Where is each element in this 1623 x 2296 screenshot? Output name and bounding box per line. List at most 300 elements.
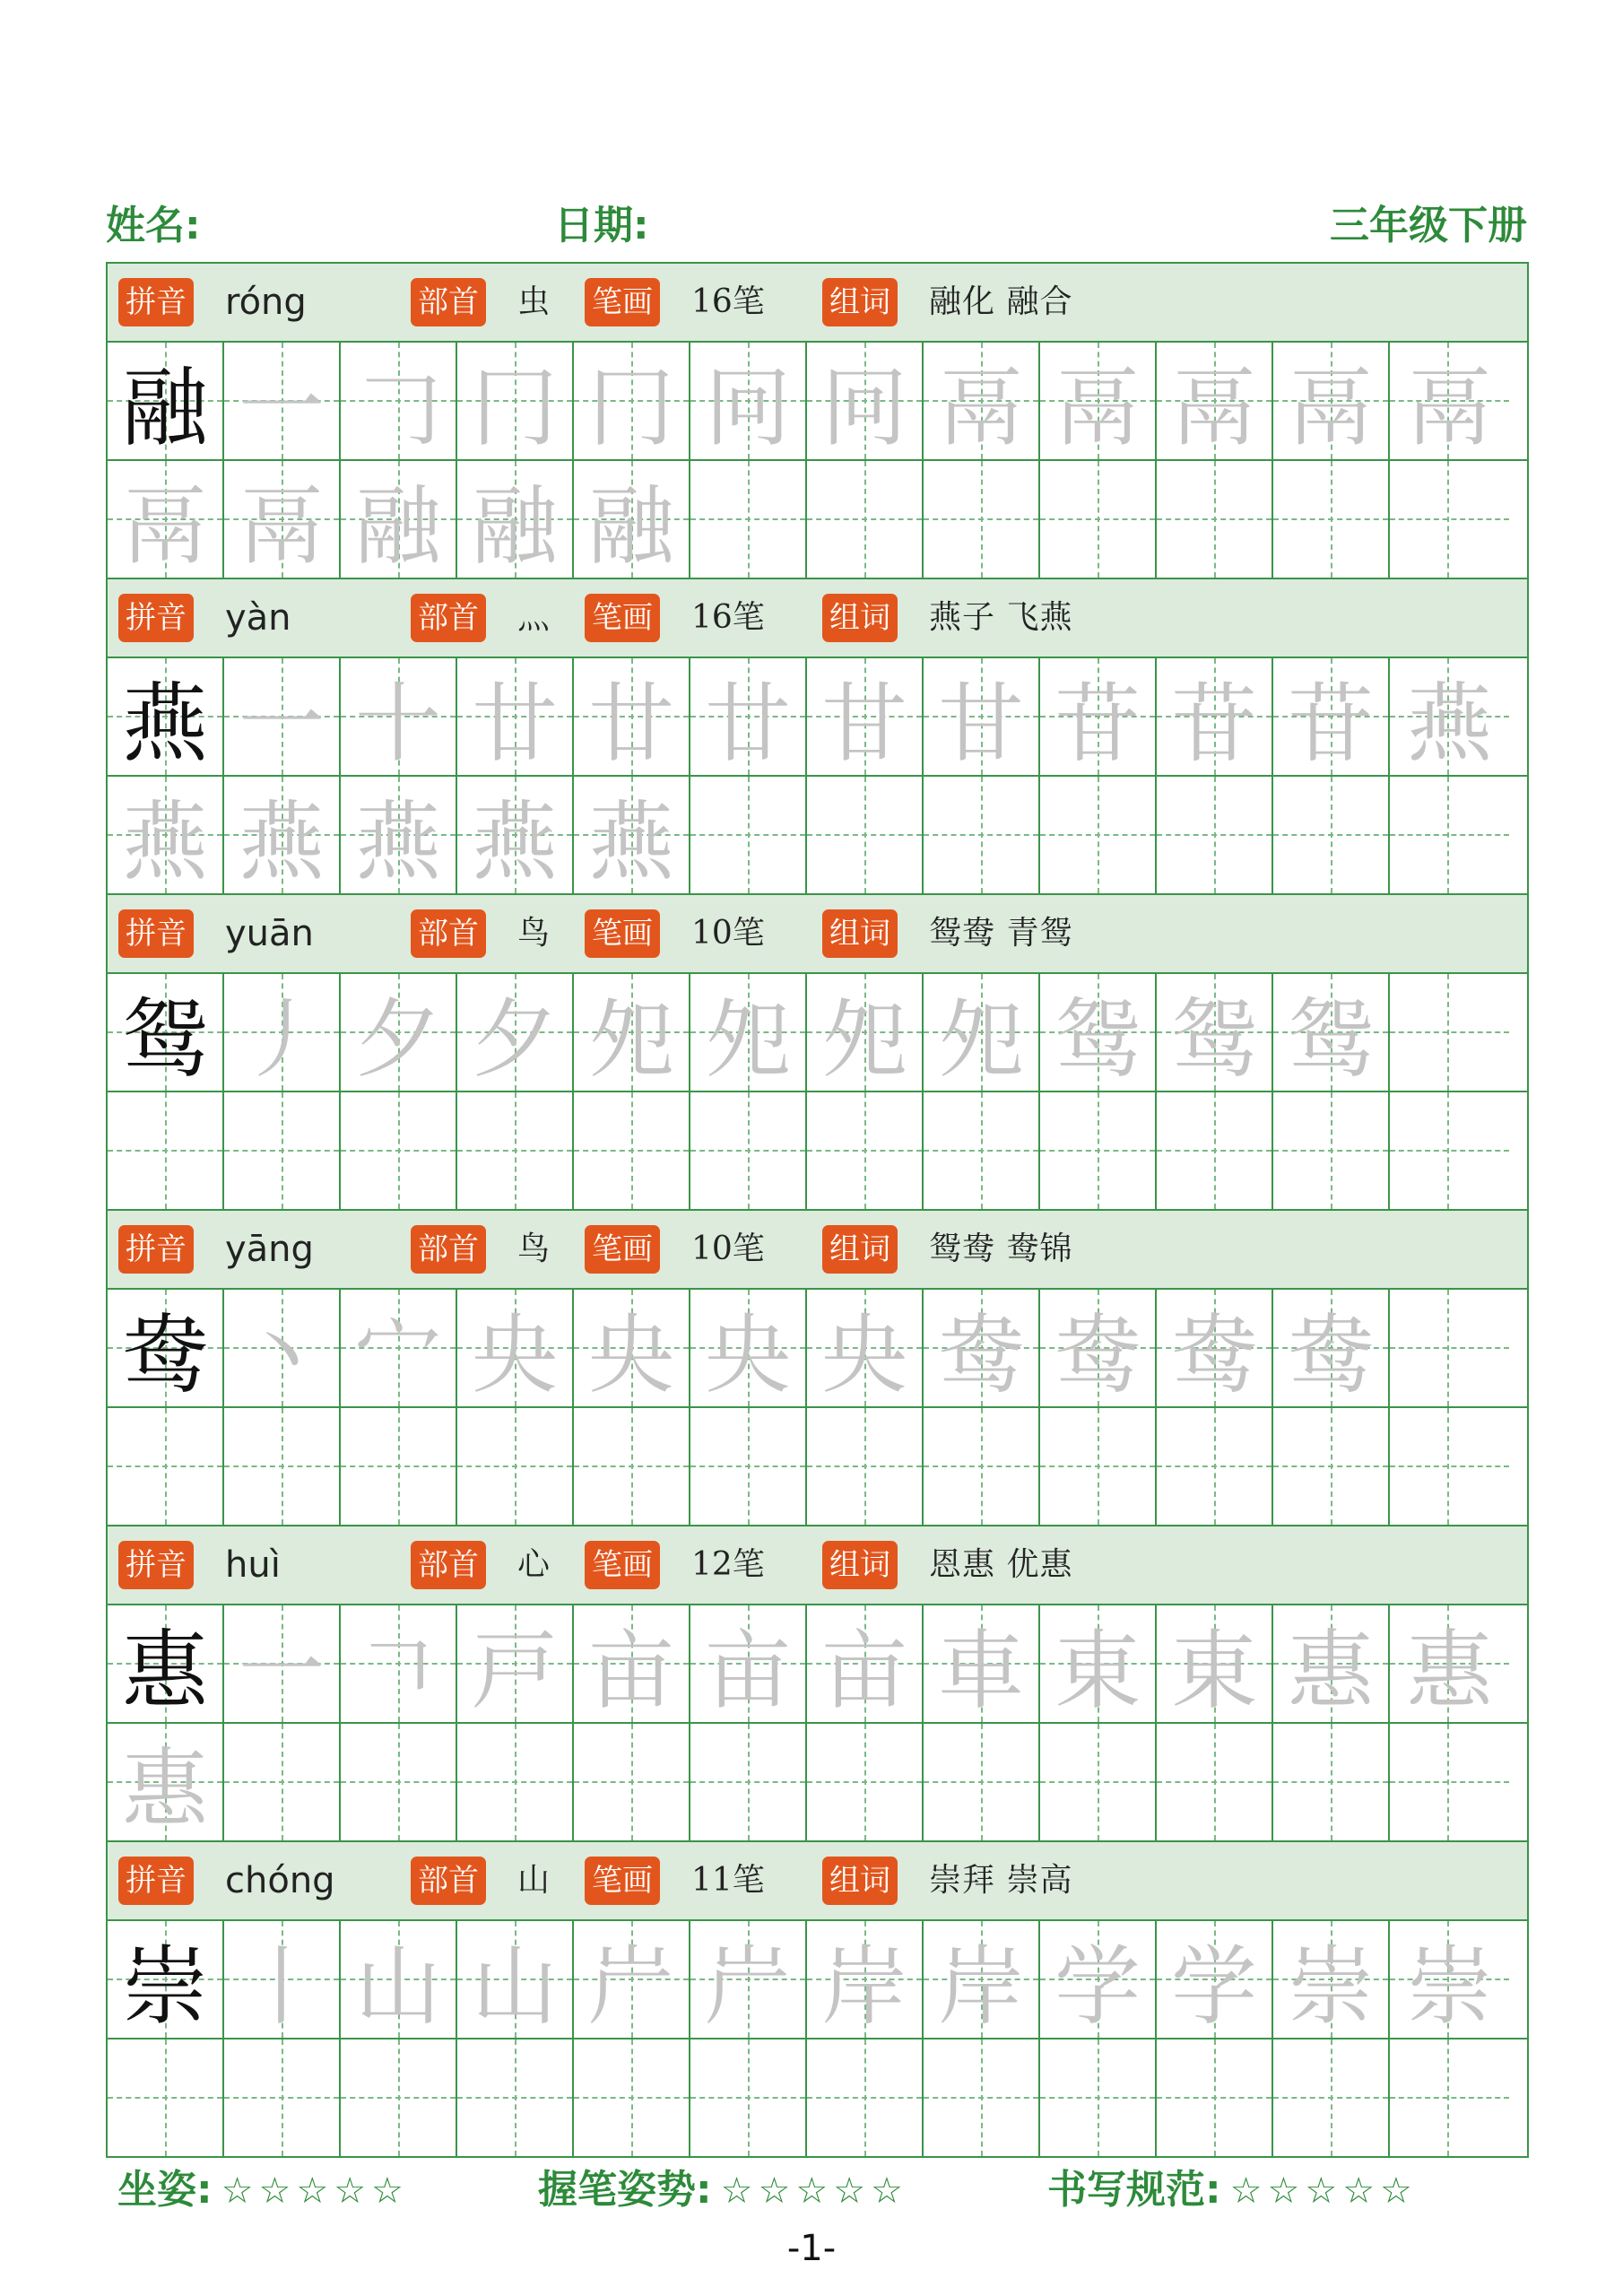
writing-cell[interactable] (224, 1921, 341, 2038)
writing-cell[interactable] (457, 974, 574, 1091)
char-section (108, 1842, 1527, 2158)
writing-cell[interactable] (807, 1605, 924, 1722)
writing-cell[interactable] (1157, 1921, 1273, 2038)
radical-tag: 部首 (411, 909, 486, 958)
writing-cell[interactable] (457, 658, 574, 775)
writing-cell[interactable] (224, 1724, 341, 1840)
writing-cell[interactable] (1040, 658, 1157, 775)
radical-value: 山 (517, 1862, 551, 1899)
trace-character: 燕 (588, 791, 674, 892)
writing-cell[interactable] (1273, 658, 1390, 775)
writing-cell[interactable] (1390, 2039, 1509, 2156)
radical-tag: 部首 (411, 1541, 486, 1589)
writing-cell[interactable] (1273, 1724, 1390, 1840)
writing-cell[interactable] (108, 343, 224, 459)
writing-cell[interactable] (108, 1921, 224, 2038)
posture-stars[interactable]: ☆☆☆☆☆ (221, 2170, 409, 2212)
pinyin-value: yàn (225, 597, 291, 639)
trace-character: 燕 (472, 791, 558, 892)
writing-cell[interactable] (1273, 1408, 1390, 1525)
writing-cell[interactable] (457, 461, 574, 578)
writing-cell[interactable] (341, 2039, 457, 2156)
words-tag: 组词 (822, 1541, 898, 1589)
writing-cell[interactable] (1040, 1092, 1157, 1209)
trace-character: 央 (705, 1304, 791, 1405)
trace-character: 鬲 (1406, 357, 1493, 458)
trace-character: 夕 (472, 988, 558, 1090)
practice-row (108, 1092, 1527, 1211)
writing-cell[interactable] (108, 461, 224, 578)
radical-tag: 部首 (411, 1857, 486, 1905)
char-info-bar (108, 1842, 1527, 1921)
writing-cell[interactable] (457, 1724, 574, 1840)
trace-character: 燕 (1406, 673, 1493, 774)
writing-cell[interactable] (1040, 1921, 1157, 2038)
practice-row (108, 1290, 1527, 1408)
writing-cell[interactable] (690, 1408, 807, 1525)
trace-character: 燕 (239, 791, 325, 892)
writing-cell[interactable] (457, 1408, 574, 1525)
writing-cell[interactable] (924, 343, 1040, 459)
trace-character: 屵 (588, 1935, 674, 2037)
radical-tag: 部首 (411, 594, 486, 642)
writing-cell[interactable] (574, 1092, 690, 1209)
words-tag: 组词 (822, 909, 898, 958)
grade-label: 三年级下册 (1330, 203, 1527, 248)
trace-character: 学 (1171, 1935, 1257, 2037)
writing-cell[interactable] (924, 658, 1040, 775)
writing-cell[interactable] (108, 1724, 224, 1840)
writing-cell[interactable] (574, 1605, 690, 1722)
char-section (108, 895, 1527, 1211)
trace-character: 亩 (821, 1620, 907, 1721)
trace-character: 鬲 (1288, 357, 1374, 458)
trace-character: 廿 (472, 673, 558, 774)
words-value: 融化 融合 (929, 283, 1073, 320)
grip-rating (538, 2157, 908, 2214)
char-info-bar (108, 264, 1527, 343)
writing-cell[interactable] (807, 658, 924, 775)
trace-character: 融 (355, 475, 441, 577)
writing-cell[interactable] (1390, 1921, 1509, 2038)
writing-cell[interactable] (807, 461, 924, 578)
writing-cell[interactable] (1157, 1605, 1273, 1722)
writing-cell[interactable] (1273, 1092, 1390, 1209)
char-section (108, 579, 1527, 895)
writing-cell[interactable] (1273, 343, 1390, 459)
date-label: 日期: (554, 203, 649, 248)
writing-cell[interactable] (224, 658, 341, 775)
practice-row (108, 777, 1527, 895)
pinyin-value: huì (225, 1544, 281, 1586)
writing-cell[interactable] (807, 1921, 924, 2038)
writing-cell[interactable] (1040, 343, 1157, 459)
words-tag: 组词 (822, 1857, 898, 1905)
writing-cell[interactable] (1040, 1605, 1157, 1722)
writing-cell[interactable] (341, 1290, 457, 1406)
practice-row (108, 658, 1527, 777)
writing-cell[interactable] (1273, 461, 1390, 578)
trace-character: 夗 (705, 988, 791, 1090)
pinyin-tag: 拼音 (118, 1857, 194, 1905)
writing-cell[interactable] (224, 1605, 341, 1722)
practice-row (108, 2039, 1527, 2158)
pinyin-tag: 拼音 (118, 278, 194, 326)
trace-character: 甘 (821, 673, 907, 774)
trace-character: 惠 (122, 1738, 208, 1839)
writing-cell[interactable] (224, 461, 341, 578)
writing-cell[interactable] (341, 777, 457, 893)
writing-cell[interactable] (807, 1092, 924, 1209)
writing-cell[interactable] (1040, 461, 1157, 578)
trace-character: 鸳 (1288, 988, 1374, 1090)
writing-cell[interactable] (807, 1290, 924, 1406)
char-section (108, 264, 1527, 579)
words-value: 鸳鸯 青鸳 (929, 915, 1073, 952)
pinyin-tag: 拼音 (118, 1541, 194, 1589)
trace-character: 丨 (239, 1935, 325, 2037)
writing-cell[interactable] (224, 777, 341, 893)
strokes-value: 16笔 (691, 283, 765, 320)
practice-row (108, 343, 1527, 461)
writing-cell[interactable] (1157, 777, 1273, 893)
model-character: 鸯 (122, 1304, 208, 1405)
writing-cell[interactable] (690, 658, 807, 775)
strokes-tag: 笔画 (585, 1225, 660, 1274)
writing-cell[interactable] (1390, 461, 1509, 578)
writing-cell[interactable] (457, 777, 574, 893)
writing-cell[interactable] (1273, 2039, 1390, 2156)
page-number: -1- (786, 2228, 837, 2269)
writing-cell[interactable] (457, 2039, 574, 2156)
trace-character: 鸯 (938, 1304, 1024, 1405)
writing-cell[interactable] (1157, 1290, 1273, 1406)
writing-cell[interactable] (1157, 461, 1273, 578)
trace-character: 融 (472, 475, 558, 577)
words-value: 燕子 飞燕 (929, 599, 1073, 636)
writing-cell[interactable] (108, 658, 224, 775)
model-character: 鸳 (122, 988, 208, 1090)
writing-cell[interactable] (1390, 974, 1509, 1091)
writing-cell[interactable] (1040, 974, 1157, 1091)
char-section (108, 1526, 1527, 1842)
writing-cell[interactable] (1157, 1724, 1273, 1840)
trace-character: 央 (821, 1304, 907, 1405)
writing-cell[interactable] (574, 461, 690, 578)
trace-character: 冂 (472, 357, 558, 458)
writing-cell[interactable] (924, 974, 1040, 1091)
trace-character: 燕 (355, 791, 441, 892)
trace-character: 宀 (355, 1304, 441, 1405)
trace-character: 冋 (821, 357, 907, 458)
writing-cell[interactable] (807, 2039, 924, 2156)
writing-cell[interactable] (1390, 777, 1509, 893)
writing-cell[interactable] (1040, 1290, 1157, 1406)
writing-cell[interactable] (224, 974, 341, 1091)
strokes-tag: 笔画 (585, 1857, 660, 1905)
writing-cell[interactable] (341, 461, 457, 578)
writing-cell[interactable] (1273, 777, 1390, 893)
writing-cell[interactable] (341, 1408, 457, 1525)
trace-character: 戸 (472, 1620, 558, 1721)
writing-cell[interactable] (1390, 1724, 1509, 1840)
trace-character: 東 (1055, 1620, 1141, 1721)
words-tag: 组词 (822, 594, 898, 642)
writing-cell[interactable] (690, 1921, 807, 2038)
radical-tag: 部首 (411, 1225, 486, 1274)
words-value: 鸳鸯 鸯锦 (929, 1231, 1073, 1267)
writing-cell[interactable] (924, 1290, 1040, 1406)
writing-cell[interactable] (224, 343, 341, 459)
writing-cell[interactable] (807, 1408, 924, 1525)
writing-cell[interactable] (108, 1092, 224, 1209)
writing-cell[interactable] (1390, 658, 1509, 775)
strokes-value: 11笔 (691, 1862, 765, 1899)
writing-cell[interactable] (574, 343, 690, 459)
writing-cell[interactable] (108, 2039, 224, 2156)
writing-cell[interactable] (108, 1408, 224, 1525)
grip-label: 握笔姿势: (538, 2167, 712, 2213)
writing-cell[interactable] (224, 1408, 341, 1525)
trace-character: 𠃍 (355, 1620, 441, 1721)
writing-cell[interactable] (108, 1605, 224, 1722)
practice-row (108, 974, 1527, 1092)
trace-character: 惠 (1288, 1620, 1374, 1721)
writing-cell[interactable] (1273, 1921, 1390, 2038)
trace-character: 鸯 (1288, 1304, 1374, 1405)
writing-cell[interactable] (807, 974, 924, 1091)
strokes-value: 12笔 (691, 1546, 765, 1583)
writing-cell[interactable] (341, 1605, 457, 1722)
pinyin-tag: 拼音 (118, 909, 194, 958)
writing-cell[interactable] (1157, 1408, 1273, 1525)
practice-row (108, 1921, 1527, 2039)
strokes-tag: 笔画 (585, 594, 660, 642)
writing-cell[interactable] (690, 974, 807, 1091)
writing-cell[interactable] (1040, 777, 1157, 893)
trace-character: 廿 (705, 673, 791, 774)
writing-cell[interactable] (690, 1605, 807, 1722)
writing-cell[interactable] (108, 974, 224, 1091)
trace-character: 亩 (705, 1620, 791, 1721)
trace-character: 崇 (1288, 1935, 1374, 2037)
writing-cell[interactable] (1390, 1605, 1509, 1722)
writing-cell[interactable] (574, 658, 690, 775)
pinyin-value: róng (225, 282, 307, 323)
trace-character: 山 (355, 1935, 441, 2037)
writing-cell[interactable] (690, 1290, 807, 1406)
writing-cell[interactable] (1390, 1408, 1509, 1525)
writing-cell[interactable] (1157, 1092, 1273, 1209)
writing-cell[interactable] (341, 343, 457, 459)
char-info-bar (108, 579, 1527, 658)
writing-cell[interactable] (924, 1408, 1040, 1525)
trace-character: 鬲 (938, 357, 1024, 458)
trace-character: 冋 (705, 357, 791, 458)
strokes-tag: 笔画 (585, 909, 660, 958)
writing-cell[interactable] (457, 1290, 574, 1406)
words-value: 恩惠 优惠 (929, 1546, 1073, 1583)
strokes-value: 10笔 (691, 915, 765, 952)
practice-row (108, 1605, 1527, 1724)
writing-cell[interactable] (224, 1092, 341, 1209)
writing-cell[interactable] (341, 974, 457, 1091)
writing-cell[interactable] (690, 1724, 807, 1840)
trace-character: 鬲 (1055, 357, 1141, 458)
trace-character: 夗 (938, 988, 1024, 1090)
trace-character: 丶 (239, 1304, 325, 1405)
writing-cell[interactable] (690, 343, 807, 459)
pinyin-value: yāng (225, 1229, 314, 1270)
writing-cell[interactable] (1157, 343, 1273, 459)
writing-cell[interactable] (574, 2039, 690, 2156)
writing-cell[interactable] (1273, 1290, 1390, 1406)
writing-cell[interactable] (574, 1408, 690, 1525)
writing-cell[interactable] (924, 1724, 1040, 1840)
trace-character: 燕 (122, 791, 208, 892)
pinyin-tag: 拼音 (118, 1225, 194, 1274)
trace-character: 夕 (355, 988, 441, 1090)
writing-cell[interactable] (574, 1290, 690, 1406)
writing-cell[interactable] (807, 1724, 924, 1840)
writing-cell[interactable] (807, 343, 924, 459)
trace-character: 苷 (1171, 673, 1257, 774)
char-section (108, 1211, 1527, 1526)
trace-character: 鬲 (122, 475, 208, 577)
char-info-bar (108, 1211, 1527, 1290)
radical-value: 虫 (517, 283, 551, 320)
trace-character: 夗 (821, 988, 907, 1090)
trace-character: 岸 (821, 1935, 907, 2037)
grip-stars[interactable]: ☆☆☆☆☆ (720, 2170, 908, 2212)
trace-character: 鸯 (1171, 1304, 1257, 1405)
trace-character: 甘 (938, 673, 1024, 774)
practice-row (108, 461, 1527, 579)
char-info-bar (108, 895, 1527, 974)
writing-cell[interactable] (341, 1092, 457, 1209)
radical-value: 灬 (517, 599, 551, 636)
trace-character: 東 (1171, 1620, 1257, 1721)
writing-cell[interactable] (1040, 1724, 1157, 1840)
writing-cell[interactable] (690, 2039, 807, 2156)
writing-cell[interactable] (924, 777, 1040, 893)
trace-character: 鬲 (239, 475, 325, 577)
writing-cell[interactable] (341, 1921, 457, 2038)
writing-cell[interactable] (574, 1921, 690, 2038)
strokes-tag: 笔画 (585, 278, 660, 326)
radical-value: 鸟 (517, 1231, 551, 1267)
writing-cell[interactable] (690, 1092, 807, 1209)
standard-rating (1047, 2157, 1418, 2214)
trace-character: 央 (588, 1304, 674, 1405)
writing-cell[interactable] (1157, 974, 1273, 1091)
writing-cell[interactable] (1273, 1605, 1390, 1722)
posture-label: 坐姿: (117, 2167, 213, 2213)
radical-tag: 部首 (411, 278, 486, 326)
writing-cell[interactable] (457, 343, 574, 459)
writing-cell[interactable] (924, 461, 1040, 578)
writing-cell[interactable] (924, 1605, 1040, 1722)
writing-cell[interactable] (690, 461, 807, 578)
char-info-bar (108, 1526, 1527, 1605)
writing-cell[interactable] (924, 1092, 1040, 1209)
model-character: 融 (122, 357, 208, 458)
pinyin-value: chóng (225, 1860, 335, 1901)
trace-character: 丿 (239, 988, 325, 1090)
practice-sheet (106, 262, 1529, 2158)
trace-character: 鸳 (1055, 988, 1141, 1090)
trace-character: 亩 (588, 1620, 674, 1721)
writing-cell[interactable] (574, 1724, 690, 1840)
words-tag: 组词 (822, 278, 898, 326)
trace-character: 鬲 (1171, 357, 1257, 458)
writing-cell[interactable] (108, 1290, 224, 1406)
writing-cell[interactable] (1040, 1408, 1157, 1525)
writing-cell[interactable] (457, 1092, 574, 1209)
writing-cell[interactable] (807, 777, 924, 893)
writing-cell[interactable] (1390, 1092, 1509, 1209)
words-value: 崇拜 崇高 (929, 1862, 1073, 1899)
practice-row (108, 1408, 1527, 1526)
writing-cell[interactable] (924, 2039, 1040, 2156)
standard-stars[interactable]: ☆☆☆☆☆ (1229, 2170, 1418, 2212)
trace-character: 苷 (1288, 673, 1374, 774)
trace-character: 苷 (1055, 673, 1141, 774)
trace-character: 鸯 (1055, 1304, 1141, 1405)
writing-cell[interactable] (341, 1724, 457, 1840)
standard-label: 书写规范: (1047, 2167, 1221, 2213)
writing-cell[interactable] (1040, 2039, 1157, 2156)
words-tag: 组词 (822, 1225, 898, 1274)
trace-character: 山 (472, 1935, 558, 2037)
writing-cell[interactable] (574, 777, 690, 893)
trace-character: 鸳 (1171, 988, 1257, 1090)
writing-cell[interactable] (224, 1290, 341, 1406)
writing-cell[interactable] (108, 777, 224, 893)
writing-cell[interactable] (341, 658, 457, 775)
trace-character: 車 (938, 1620, 1024, 1721)
writing-cell[interactable] (690, 777, 807, 893)
trace-character: 廿 (588, 673, 674, 774)
writing-cell[interactable] (457, 1605, 574, 1722)
trace-character: 学 (1055, 1935, 1141, 2037)
strokes-value: 10笔 (691, 1231, 765, 1267)
trace-character: 岸 (938, 1935, 1024, 2037)
writing-cell[interactable] (1157, 658, 1273, 775)
writing-cell[interactable] (1390, 1290, 1509, 1406)
writing-cell[interactable] (574, 974, 690, 1091)
trace-character: 崇 (1406, 1935, 1493, 2037)
trace-character: 𠃌 (355, 357, 441, 458)
writing-cell[interactable] (924, 1921, 1040, 2038)
pinyin-tag: 拼音 (118, 594, 194, 642)
radical-value: 鸟 (517, 915, 551, 952)
writing-cell[interactable] (1157, 2039, 1273, 2156)
trace-character: 一 (239, 673, 325, 774)
pinyin-value: yuān (225, 913, 314, 954)
trace-character: 屵 (705, 1935, 791, 2037)
model-character: 燕 (122, 673, 208, 774)
writing-cell[interactable] (457, 1921, 574, 2038)
trace-character: 一 (239, 1620, 325, 1721)
writing-cell[interactable] (1390, 343, 1509, 459)
posture-rating (117, 2157, 409, 2214)
writing-cell[interactable] (1273, 974, 1390, 1091)
writing-cell[interactable] (224, 2039, 341, 2156)
trace-character: 夗 (588, 988, 674, 1090)
trace-character: 惠 (1406, 1620, 1493, 1721)
model-character: 崇 (122, 1935, 208, 2037)
